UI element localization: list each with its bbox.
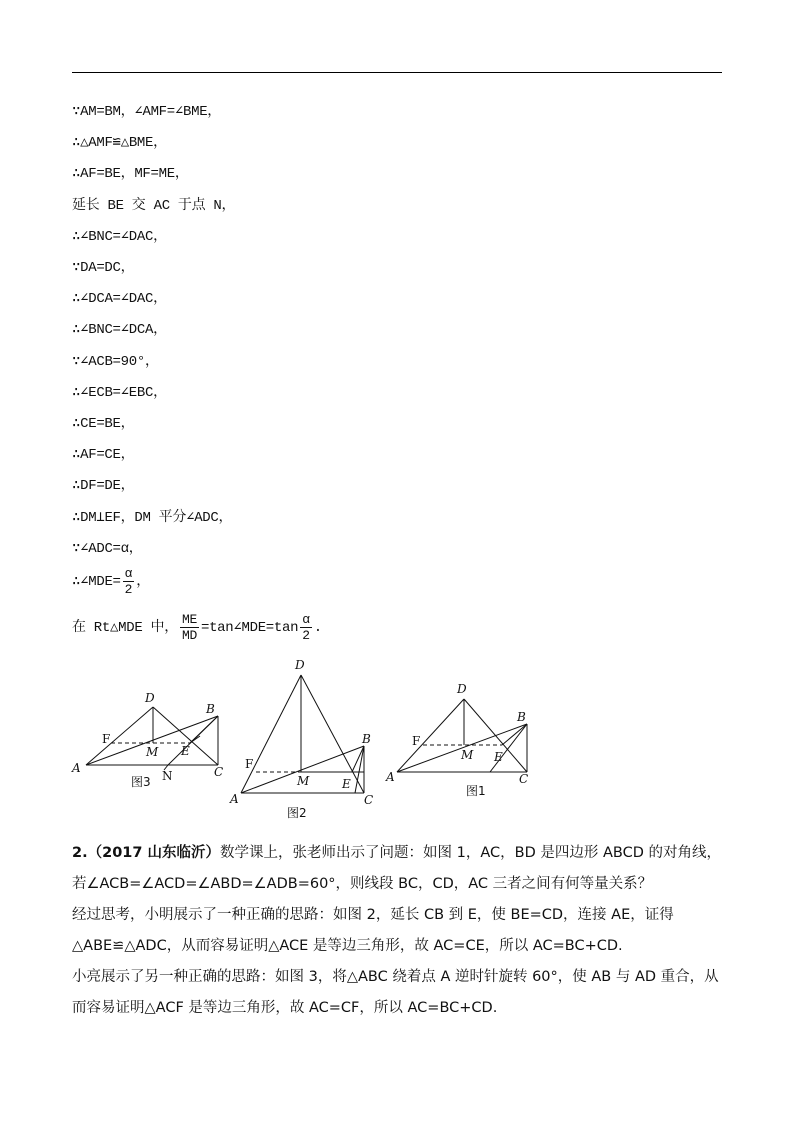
frac-num: α [302, 612, 310, 627]
fig2-label-a: A [230, 792, 239, 806]
proof-line: ∴∠BNC=∠DAC， [72, 228, 167, 245]
fig1-label-a: A [386, 770, 395, 784]
proof-line: 延长 BE 交 AC 于点 N， [72, 197, 236, 214]
alpha-over-2 [123, 566, 135, 597]
tan-prefix: 在 Rt△MDE 中， [72, 620, 178, 637]
problem-2 [72, 838, 724, 1024]
figure-3-labels [71, 691, 223, 789]
fig3-label-n: N [162, 769, 173, 783]
frac-num: α [124, 566, 133, 581]
frac-num: ME [181, 612, 197, 627]
fig3-label-f: F [102, 732, 111, 746]
fig3-label-b: B [206, 702, 215, 716]
fig2-label-m: M [297, 774, 310, 788]
frac-den: 2 [302, 628, 310, 643]
fig2-label-e: E [342, 777, 351, 791]
proof-line-mde [72, 566, 150, 597]
fig2-label-f: F [245, 757, 254, 771]
problem-source: （2017 山东临沂） [87, 845, 221, 861]
tan-suffix: . [313, 620, 322, 637]
figures-svg [0, 650, 793, 830]
proof-line: ∴DM⊥EF，DM 平分∠ADC， [72, 509, 233, 526]
proof-line: ∴CE=BE， [72, 416, 135, 432]
fig1-label-f: F [412, 734, 421, 748]
fig1-caption: 图1 [466, 784, 486, 798]
proof-line: ∵∠ADC=α， [72, 540, 143, 557]
proof-line: ∴AF=BE，MF=ME， [72, 166, 189, 183]
fig3-label-a: A [72, 761, 81, 775]
fig1-label-b: B [517, 710, 526, 724]
fig1-label-m: M [461, 748, 474, 762]
problem-text-1: 数学课上，张老师出示了问题：如图 1，AC，BD 是四边形 ABCD 的对角线，若∠ACB=∠ACD=∠ABD=∠ADB=60°，则线段 BC，CD，AC 三者之间有何等量关系？ [72, 845, 721, 892]
proof-line-tan [72, 612, 322, 643]
problem-paragraph-1 [72, 838, 724, 900]
fig2-caption: 图2 [287, 806, 307, 820]
mde-suffix: ， [136, 574, 150, 591]
fig3-caption: 图3 [131, 775, 151, 789]
alpha-over-2-b [300, 612, 312, 643]
mde-prefix: ∴∠MDE= [72, 574, 121, 591]
proof-line: ∵AM=BM，∠AMF=∠BME， [72, 104, 222, 120]
problem-number: 2. [72, 845, 88, 861]
fig3-label-d: D [145, 691, 155, 705]
fig2-label-d: D [295, 658, 305, 672]
proof-line: ∵DA=DC， [72, 260, 135, 276]
problem-paragraph-3: 小亮展示了另一种正确的思路：如图 3，将△ABC 绕着点 A 逆时针旋转 60°，使 AB 与 AD 重合，从而容易证明△ACF 是等边三角形，故 AC=CF，所以 AC=BC+CD. [72, 969, 719, 1016]
fig2-label-b: B [362, 732, 371, 746]
proof-line: ∴∠ECB=∠EBC， [72, 384, 167, 401]
frac-den: MD [181, 628, 197, 643]
fig3-label-m: M [146, 745, 159, 759]
proof-line: ∴∠DCA=∠DAC， [72, 291, 167, 308]
problem-paragraph-2: 经过思考，小明展示了一种正确的思路：如图 2，延长 CB 到 E，使 BE=CD，连接 AE，证得△ABE≌△ADC，从而容易证明△ACE 是等边三角形，故 AC=CE，所以 AC=BC+CD. [72, 907, 674, 954]
me-over-md [180, 612, 199, 643]
proof-line: ∵∠ACB=90°， [72, 353, 159, 370]
figure-1-labels [385, 682, 528, 798]
fig3-label-c: C [214, 765, 224, 779]
header-rule [72, 72, 722, 73]
fig2-label-c: C [364, 793, 374, 807]
proof-line: ∴AF=CE， [72, 447, 135, 464]
proof-line: ∴DF=DE， [72, 478, 135, 495]
fig1-label-d: D [457, 682, 467, 696]
tan-mid: =tan∠MDE=tan [200, 620, 299, 637]
fig3-label-e: E [181, 744, 190, 758]
fig1-label-c: C [519, 772, 529, 786]
fig1-label-e: E [494, 750, 503, 764]
frac-den: 2 [124, 582, 133, 597]
proof-line: ∴∠BNC=∠DCA， [72, 322, 167, 339]
proof-line: ∴△AMF≌△BME， [72, 135, 167, 152]
